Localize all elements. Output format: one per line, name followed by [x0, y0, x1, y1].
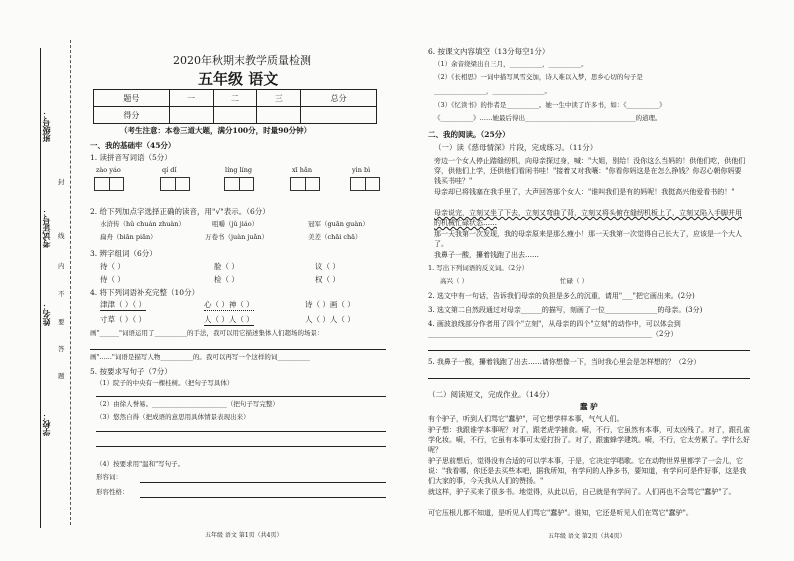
- reading2-para: 驴子想：我跟谁学本事呢？对了，跟老虎学捕食。嗬，不行，它虽然有本事，可太凶残了。对了，跟孔雀学化妆。嗬，不行，它虽有本事可太爱打扮了。对了，跟蜜蜂学建筑。嗬，不行，它太劳累了。学什么好呢？: [428, 426, 750, 454]
- q4-cell[interactable]: 心（ ）神（ ）: [204, 300, 254, 309]
- seal-word: 题: [58, 372, 65, 380]
- margin-label-school: 学校：: [41, 412, 51, 436]
- q4-prompt: 4. 将下列词语补充完整（10分）: [90, 288, 200, 297]
- seal-word: 封: [58, 178, 65, 186]
- q4-followup-2: 画"......"词语是描写人物__________的。我可以再写一个这样的词__________: [90, 353, 310, 361]
- q3-prompt: 3. 辨字组词（6分）: [90, 249, 157, 258]
- reading2-title: （二）阅读短文，完成作业。（14分）: [428, 390, 554, 399]
- right-footer: 五年级 语文 第2页（共4页）: [548, 533, 626, 540]
- answer-line[interactable]: [428, 378, 750, 379]
- r1-q1-item[interactable]: 忙碌（ ）: [560, 277, 589, 285]
- left-footer: 五年级 语文 第1页（共4页）: [205, 532, 283, 539]
- seal-word: 不: [58, 290, 65, 298]
- score-cell: 总分: [301, 90, 377, 107]
- q3-cell[interactable]: 检（ ）: [214, 275, 239, 284]
- writing-box[interactable]: [160, 177, 190, 191]
- seal-word: 要: [58, 318, 65, 326]
- r1-q2: 2. 选文中有一句话，告诉我们母亲的负担是多么的沉重，请用"___"把它画出来。(2分): [428, 292, 695, 300]
- q3-cell[interactable]: 待（ ）: [100, 262, 125, 271]
- writing-box[interactable]: [290, 177, 320, 191]
- score-cell: 三: [257, 90, 301, 107]
- writing-box[interactable]: [224, 177, 254, 191]
- q4-cell[interactable]: 津津（ ）（ ）: [100, 300, 147, 309]
- reading1-para: 母亲说完，立刻又坐了下去，立刻又弯曲了背，立刻又将头俯在缝纫机板上了，立刻又陷入手脚并用的机械忙碌状态……: [434, 209, 742, 227]
- q2-item: 万卷书（juàn juǎn）: [205, 233, 269, 241]
- reading1-para: 旁边一个女人停止踏缝纫机，向母亲探过身，喊："大姐，别给！没你这么当妈的！供他们吃，供他们穿，供他们上学，还供他们看闲书哇！"接着又对我嚷："你看你妈这是在怎么挣钱？你忍心朝你妈要钱买书哇？": [434, 157, 746, 185]
- q3-cell[interactable]: 脸（ ）: [214, 262, 239, 271]
- score-input[interactable]: [169, 107, 213, 124]
- score-cell: 题号: [94, 90, 170, 107]
- q5-part4: （4）按要求用"温和"写句子。: [96, 460, 185, 468]
- reading2-heading: 蠢 驴: [580, 402, 598, 411]
- q3-cell[interactable]: 权（ ）: [315, 275, 340, 284]
- q4-cell[interactable]: 人（ ）人（ ）: [305, 315, 355, 324]
- exam-notice: （考生注意：本卷三道大题，满分100分，时量90分钟）: [120, 126, 312, 135]
- q6-2: （2）《长相思》一词中描写风雪交加，诗人难以入梦，思乡心切的句子是: [434, 73, 643, 81]
- score-cell: 得分: [94, 107, 170, 124]
- q6-2-answer[interactable]: ________________，________________。: [434, 87, 551, 95]
- q2-prompt: 2. 给下列加点字选择正确的读音，用"√"表示。（6分）: [90, 207, 270, 216]
- answer-line[interactable]: [96, 431, 386, 432]
- section1-heading: 一、我的基础牢（45分）: [90, 141, 176, 150]
- score-table: [93, 89, 377, 124]
- reading2-para: 就这样，驴子买来了很多书。地觉得，从此以后，自己就是有学问了。人们再也不会骂它"蠢驴"了。: [428, 488, 736, 496]
- score-cell: 二: [213, 90, 257, 107]
- score-input[interactable]: [301, 107, 377, 124]
- answer-line[interactable]: [96, 396, 386, 397]
- answer-line[interactable]: [96, 446, 386, 447]
- r1-q5: 5. 我鼻子一酸，攥着钱跑了出去……请你想像一下，当时我心里会是怎样想的？（2分）: [428, 358, 701, 366]
- score-cell: 一: [169, 90, 213, 107]
- q1-prompt: 1. 读拼音写词语（5分）: [90, 153, 172, 162]
- q6-1: （1）余音绕梁出自三月，__________，__________。: [434, 60, 588, 68]
- reading1-para: 那一天我第一次发现，我的母亲原来是那么瘦小！那一天我第一次觉得自己长大了，应该是一个大人了。: [434, 230, 742, 248]
- pinyin-label: líng líng: [225, 166, 253, 174]
- pinyin-label: xī hǎn: [292, 166, 313, 174]
- reading2-para: 驴子思前想后，觉得没有合适的可以学本事，于是，它决定学唱歌。它在动物世界里都学了一会儿，它说："我看哪，你还是去买些本吧，据我所知，有学问的人挣多书，要知道，有学问可是件好事，这是我们大家的事，今天我从人们的赞扬。": [428, 457, 747, 485]
- r1-q1: 1. 写出下列词语的反义词。（2分）: [428, 264, 529, 272]
- q5-part4-trait-label: 形容性格：: [96, 488, 129, 496]
- reading1-title: （一）读《慈母情深》片段，完成练习。（11分）: [434, 143, 598, 152]
- answer-line[interactable]: [140, 497, 386, 498]
- reading2-para: 可它压根儿都不知道，是听见人们骂它"蠢驴"。谁知，它还是听见人们在骂它"蠢驴"。: [428, 509, 693, 517]
- q6-3: （3）《忆读书》的作者是__________。她一生中读了许多书，如：《__________》: [434, 101, 666, 109]
- q3-cell[interactable]: 议（ ）: [315, 262, 340, 271]
- pinyin-label: zào yáo: [96, 166, 121, 174]
- pinyin-label: yìn bì: [352, 166, 371, 174]
- q2-item: 咀嚼（jǔ jiáo）: [212, 220, 259, 228]
- seal-word: 答: [58, 345, 65, 353]
- writing-box[interactable]: [94, 177, 124, 191]
- q2-item: 冠军（guān guàn）: [308, 220, 369, 228]
- q4-cell[interactable]: 寸草（ ）（ ）: [100, 315, 147, 324]
- answer-line[interactable]: [428, 350, 750, 351]
- score-input[interactable]: [213, 107, 257, 124]
- q5-part3: （3）悠然自得（把成语的意思用具体情景表现出来）: [96, 413, 250, 421]
- answer-line[interactable]: [90, 349, 386, 350]
- margin-label-name: 姓名：: [41, 302, 51, 326]
- section2-heading: 二、我的阅读。（25分）: [428, 130, 510, 139]
- q6-3-cont: 《__________》……她最后得出__________________________________的道理。: [434, 114, 662, 122]
- r1-q3: 3. 选文第二自然段通过对母亲______的描写，刻画了一位_______________的母亲。(3分): [428, 306, 703, 314]
- r1-q4: 4. 画波浪线部分作者用了四个"立刻"，从母亲的四个"立刻"的动作中，可以体会到________________________________________________________________（2分）: [428, 320, 681, 338]
- q2-item: 美差（chāi chā）: [308, 233, 362, 241]
- reading1-para: 母亲却已将钱塞在我手里了，大声回答那个女人："谁叫我们是有的妈呢！我挺高兴他爱看书的！": [434, 188, 735, 196]
- margin-label-exam-id: 考试证号：: [41, 208, 51, 248]
- q5-part4-adj-label: 形容词：: [96, 473, 122, 481]
- seal-word: 线: [58, 232, 65, 240]
- seal-word: 内: [58, 262, 65, 270]
- seal-dashed-line: [70, 40, 71, 525]
- q2-item: 扁舟（biān piān）: [100, 233, 157, 241]
- q5-part2: （2）由徐人誉易。_______________________（把句子写完整）: [96, 400, 279, 408]
- q3-cell[interactable]: 侍（ ）: [100, 275, 125, 284]
- pinyin-label: qí dǐ: [162, 166, 177, 174]
- margin-label-class: 班级号：: [41, 110, 51, 142]
- q2-item: 水浒传（hǔ chuán zhuàn）: [100, 220, 185, 228]
- reading1-para: 我鼻子一酸，攥着钱跑了出去……: [434, 251, 539, 259]
- writing-box[interactable]: [350, 177, 380, 191]
- q5-part1: （1）院子的中央有一棵桂树。（把句子写具体）: [96, 379, 234, 387]
- q5-prompt: 5. 按要求写句子（7分）: [90, 367, 172, 376]
- q4-cell[interactable]: 人（ ）人（ ）: [204, 315, 254, 324]
- q4-followup-1: 画"______"词语运用了__________的手法，我可以用它描述集体人们超场的场景：: [90, 329, 324, 337]
- q4-cell[interactable]: 诗（ ）画（ ）: [305, 300, 355, 309]
- score-input[interactable]: [257, 107, 301, 124]
- r1-q1-item[interactable]: 高兴（ ）: [440, 277, 469, 285]
- exam-title: 2020年秋期末教学质量检测: [173, 54, 311, 67]
- answer-line[interactable]: [140, 482, 386, 483]
- grade-subject-title: 五年级 语文: [198, 70, 279, 88]
- reading2-para: 有个驴子，听到人们骂它"蠢驴"，可它想学样本事，气气人们。: [428, 415, 624, 423]
- q6-prompt: 6. 按课文内容填空（13分每空1分）: [428, 47, 550, 56]
